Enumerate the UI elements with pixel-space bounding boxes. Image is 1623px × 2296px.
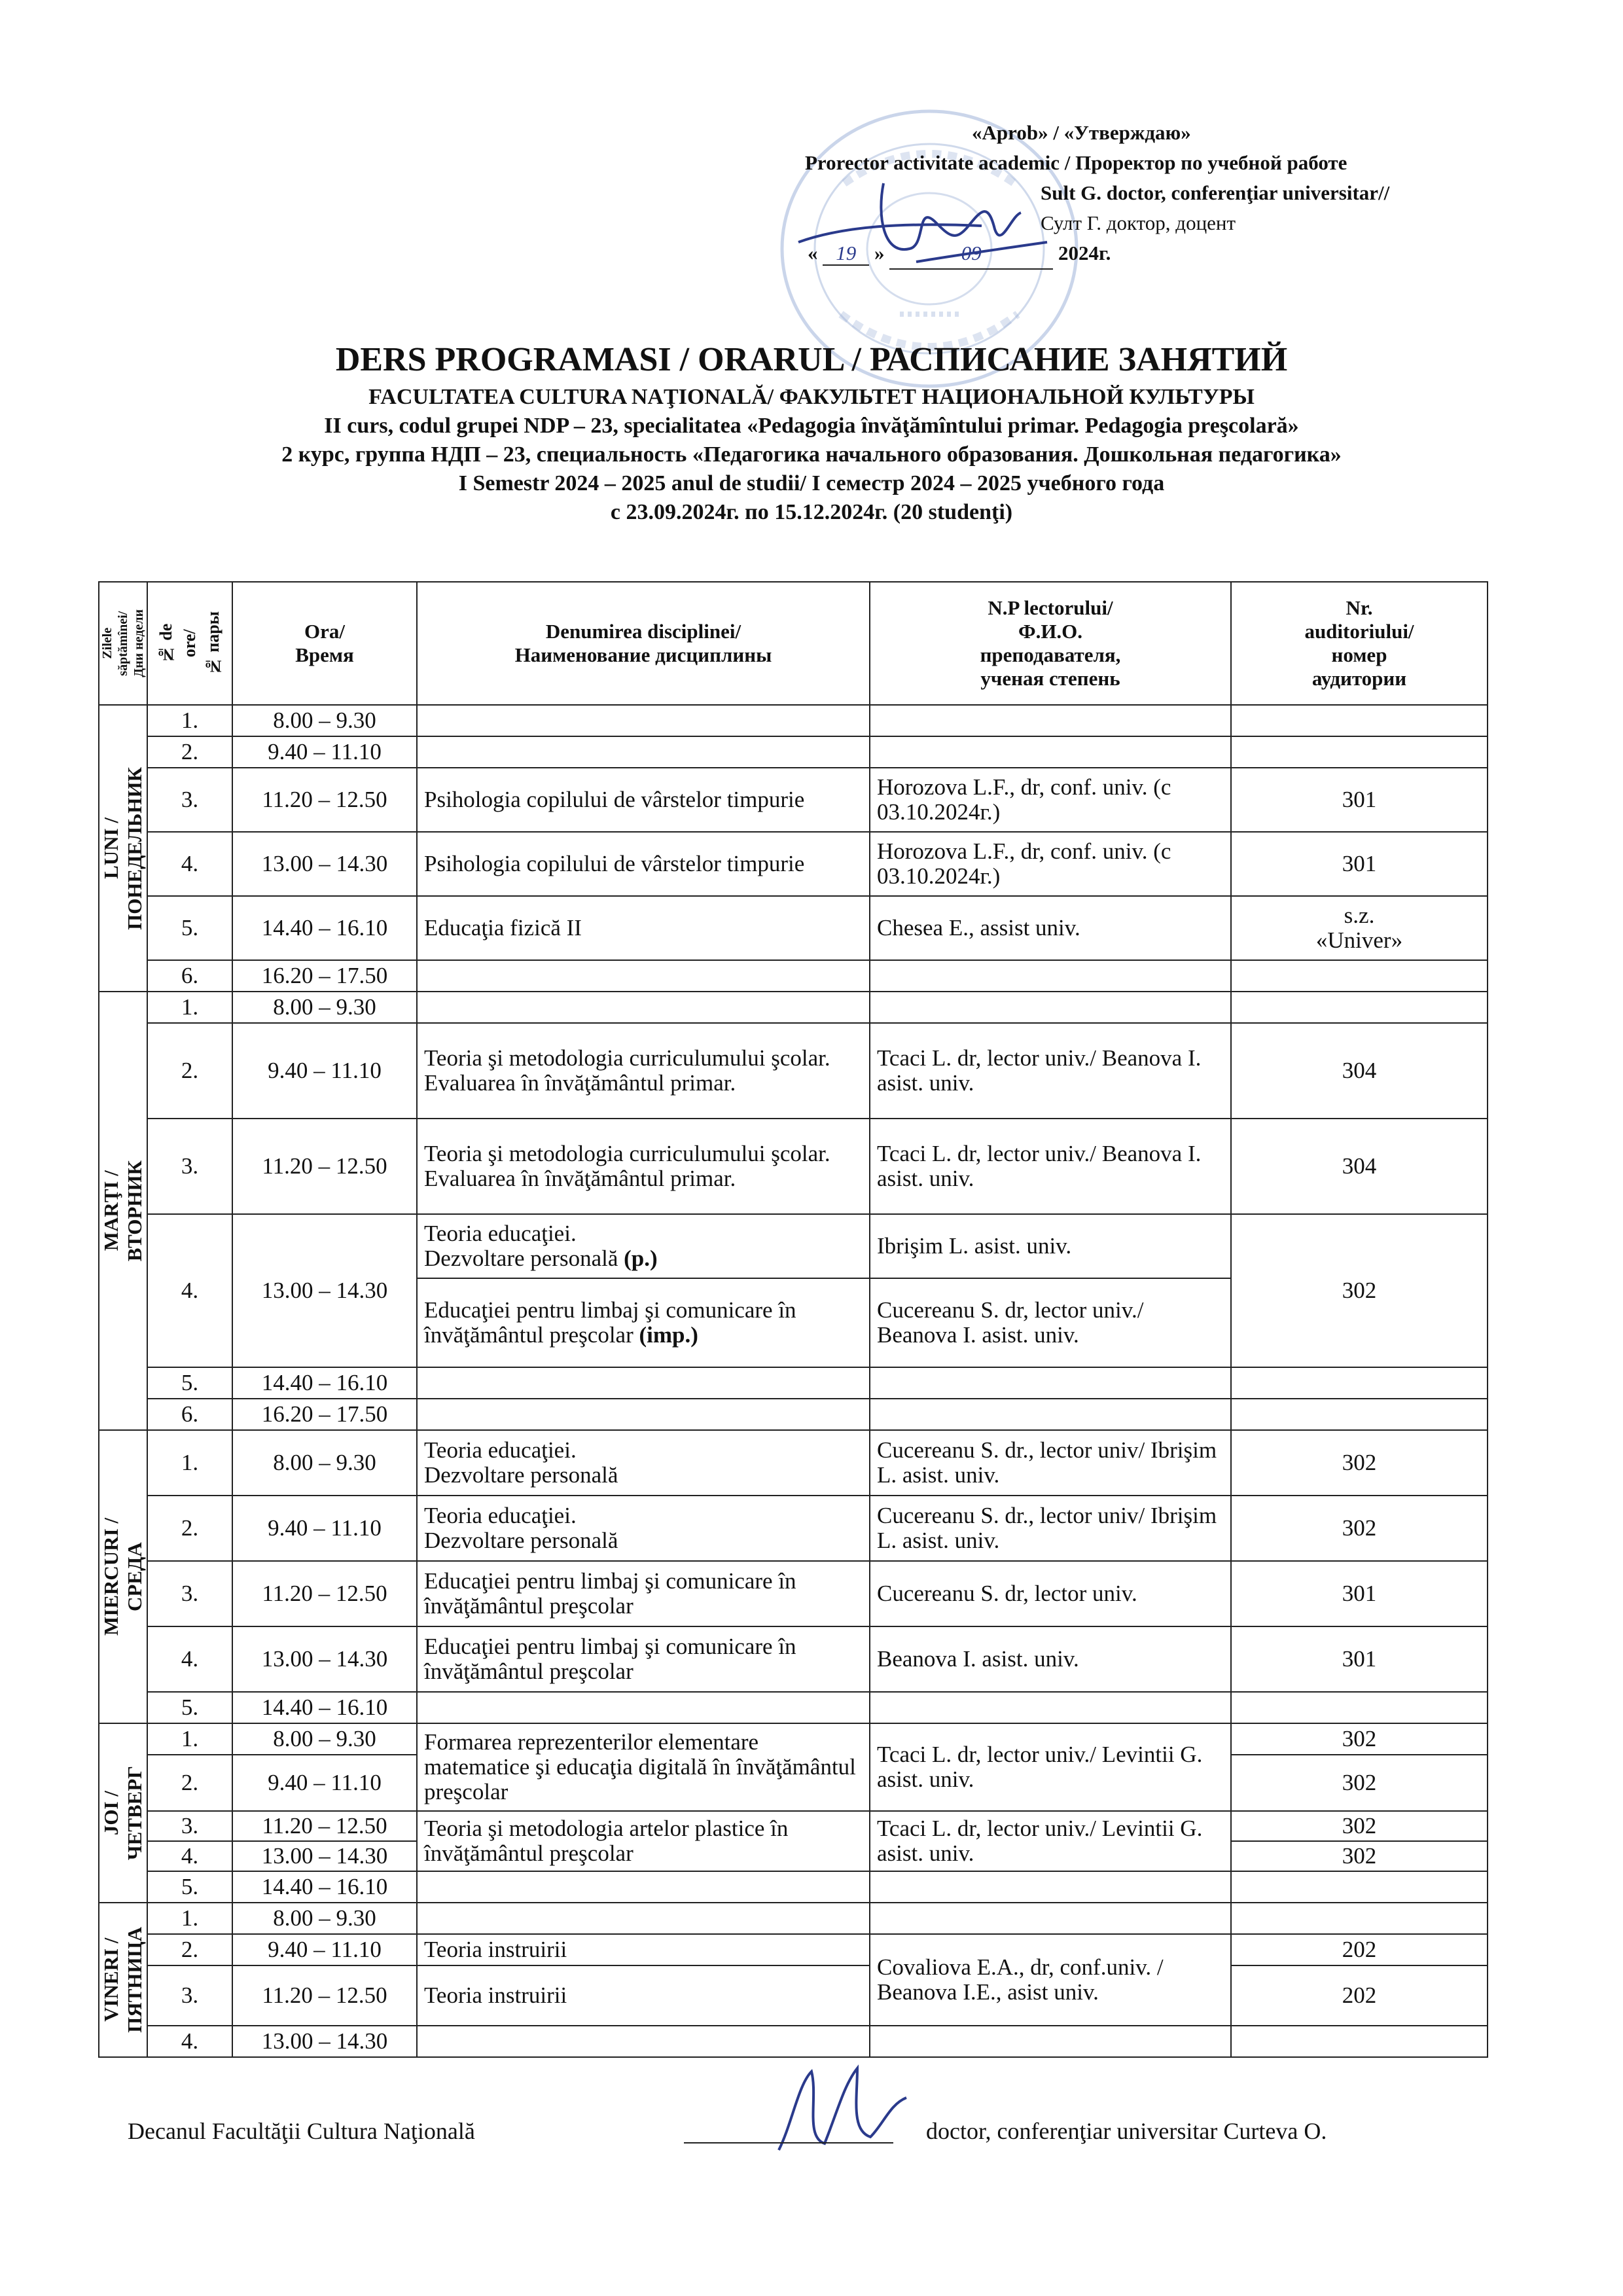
- discipline-cell: Formarea reprezenterilor elementare matematice şi educaţia digitală în învăţământul preşcolar: [417, 1723, 870, 1811]
- header-time: [232, 582, 417, 705]
- header-prof-a: N.P lectorului/: [988, 596, 1113, 619]
- lecturer-cell: Horozova L.F., dr, conf. univ. (с 03.10.2024г.): [870, 832, 1231, 896]
- room-cell: 202: [1231, 1965, 1488, 2026]
- table-header-row: [99, 582, 1488, 705]
- room-cell: [1231, 1871, 1488, 1903]
- pair-time: 14.40 – 16.10: [232, 1871, 417, 1903]
- table-row: [99, 1903, 1488, 1934]
- header-prof-b: Ф.И.О.: [1018, 620, 1083, 643]
- lecturer-cell: [870, 960, 1231, 992]
- room-univer: «Univer»: [1315, 927, 1403, 953]
- pair-number: 3.: [147, 768, 232, 832]
- table-row: [99, 2026, 1488, 2057]
- pair-number: 3.: [147, 1561, 232, 1626]
- lecturer-cell: [870, 1399, 1231, 1430]
- pair-number: 4.: [147, 1626, 232, 1692]
- room-cell: 302: [1231, 1755, 1488, 1811]
- schedule-table: [98, 581, 1488, 2058]
- pair-number: 1.: [147, 1723, 232, 1755]
- table-row: [99, 960, 1488, 992]
- lecturer-cell: Tcaci L. dr, lector univ./ Beanova I. asist. univ.: [870, 1023, 1231, 1119]
- discipline-cell: [417, 1214, 870, 1278]
- discipline-cell: [417, 1903, 870, 1934]
- pair-number: 5.: [147, 1871, 232, 1903]
- pair-number: 5.: [147, 1367, 232, 1399]
- lecturer-cell: Chesea E., assist univ.: [870, 896, 1231, 960]
- table-row: [99, 1430, 1488, 1496]
- discipline-line: Teoria educaţiei.: [424, 1503, 577, 1528]
- header-prof-c: преподавателя,: [980, 643, 1121, 666]
- date-year: 2024г.: [1058, 242, 1111, 264]
- pair-number: 2.: [147, 1934, 232, 1965]
- discipline-cell: [417, 960, 870, 992]
- header-room-c: номер: [1331, 643, 1387, 666]
- table-row: [99, 1496, 1488, 1561]
- pair-number: 2.: [147, 1496, 232, 1561]
- pair-number: 6.: [147, 960, 232, 992]
- pair-number: 1.: [147, 705, 232, 736]
- header-days-b: săptămînei/: [115, 611, 130, 676]
- date-quote-close: »: [874, 242, 885, 264]
- document-header: [65, 337, 1558, 527]
- pair-time: 13.00 – 14.30: [232, 2026, 417, 2057]
- pair-number: 3.: [147, 1965, 232, 2026]
- lecturer-cell: [870, 736, 1231, 768]
- header-time-a: Ora/: [304, 620, 345, 643]
- table-row: [99, 1561, 1488, 1626]
- pair-time: 13.00 – 14.30: [232, 1841, 417, 1871]
- pair-time: 8.00 – 9.30: [232, 705, 417, 736]
- header-disc-a: Denumirea disciplinei/: [545, 620, 741, 643]
- discipline-cell: [417, 2026, 870, 2057]
- day-wednesday-ro: MIERCURI /: [99, 1518, 122, 1636]
- discipline-cell: [417, 705, 870, 736]
- table-row: [99, 705, 1488, 736]
- header-room-a: Nr.: [1346, 596, 1373, 619]
- discipline-cell: Educaţiei pentru limbaj şi comunicare în învăţământul preşcolar: [417, 1561, 870, 1626]
- pair-time: 16.20 – 17.50: [232, 960, 417, 992]
- table-row: [99, 992, 1488, 1023]
- table-row: [99, 896, 1488, 960]
- pair-number: 5.: [147, 896, 232, 960]
- room-cell: 302: [1231, 1430, 1488, 1496]
- pair-time: 14.40 – 16.10: [232, 1367, 417, 1399]
- lecturer-cell: Ibrişim L. asist. univ.: [870, 1214, 1231, 1278]
- header-discipline: [417, 582, 870, 705]
- header-room-b: auditoriului/: [1304, 620, 1414, 643]
- discipline-cell: [417, 992, 870, 1023]
- discipline-cell: Teoria şi metodologia artelor plastice în învăţământul preşcolar: [417, 1811, 870, 1871]
- lecturer-cell: Cucereanu S. dr., lector univ/ Ibrişim L. asist. univ.: [870, 1430, 1231, 1496]
- header-nr-a: № de: [156, 623, 175, 664]
- lecturer-cell: Tcaci L. dr, lector univ./ Beanova I. asist. univ.: [870, 1119, 1231, 1214]
- table-row: [99, 1023, 1488, 1119]
- room-cell: 301: [1231, 832, 1488, 896]
- room-cell: 301: [1231, 768, 1488, 832]
- document-title: DERS PROGRAMASI / ORARUL / РАСПИСАНИЕ ЗАНЯТИЙ: [335, 341, 1288, 378]
- pair-time: 8.00 – 9.30: [232, 1723, 417, 1755]
- room-cell: 301: [1231, 1561, 1488, 1626]
- discipline-line: Dezvoltare personală: [424, 1528, 618, 1553]
- lecturer-cell: Covaliova E.A., dr, conf.univ. / Beanova I.E., asist univ.: [870, 1934, 1231, 2026]
- pair-time: 11.20 – 12.50: [232, 1811, 417, 1841]
- pair-time: 9.40 – 11.10: [232, 736, 417, 768]
- discipline-cell: Teoria instruirii: [417, 1965, 870, 2026]
- header-nr-c: № пары: [204, 611, 223, 676]
- room-cell: 301: [1231, 1626, 1488, 1692]
- discipline-cell: Psihologia copilului de vârstelor timpurie: [417, 768, 870, 832]
- lecturer-cell: Cucereanu S. dr., lector univ/ Ibrişim L. asist. univ.: [870, 1496, 1231, 1561]
- lecturer-cell: Cucereanu S. dr, lector univ./ Beanova I. asist. univ.: [870, 1278, 1231, 1367]
- day-thursday-ro: JOI /: [99, 1790, 122, 1836]
- day-monday-ro: LUNI /: [99, 817, 122, 879]
- discipline-cell: [417, 1278, 870, 1367]
- pair-time: 16.20 – 17.50: [232, 1399, 417, 1430]
- pair-time: 11.20 – 12.50: [232, 768, 417, 832]
- pair-time: 13.00 – 14.30: [232, 832, 417, 896]
- pair-number: 4.: [147, 1841, 232, 1871]
- discipline-line: Dezvoltare personală: [424, 1462, 618, 1488]
- discipline-cell: Teoria şi metodologia curriculumului şcolar. Evaluarea în învăţământul primar.: [417, 1023, 870, 1119]
- discipline-cell: Psihologia copilului de vârstelor timpurie: [417, 832, 870, 896]
- discipline-cell: [417, 736, 870, 768]
- room-cell: [1231, 2026, 1488, 2057]
- pair-number: 4.: [147, 832, 232, 896]
- room-cell: [1231, 1692, 1488, 1723]
- room-cell: 302: [1231, 1723, 1488, 1755]
- header-nr-b: ore/: [180, 629, 199, 658]
- room-cell: 302: [1231, 1214, 1488, 1367]
- date-month: 09: [889, 238, 1053, 270]
- lecturer-cell: [870, 1367, 1231, 1399]
- pair-time: 14.40 – 16.10: [232, 1692, 417, 1723]
- table-row: [99, 736, 1488, 768]
- day-friday: [99, 1903, 147, 2057]
- table-row: [99, 1965, 1488, 2026]
- discipline-cell: [417, 1430, 870, 1496]
- day-monday-ru: ПОНЕДЕЛЬНИК: [123, 766, 146, 930]
- discipline-cell: Educaţia fizică II: [417, 896, 870, 960]
- room-cell: [1231, 992, 1488, 1023]
- table-row: [99, 1692, 1488, 1723]
- discipline-cell: Educaţiei pentru limbaj şi comunicare în învăţământul preşcolar: [417, 1626, 870, 1692]
- pair-time: 9.40 – 11.10: [232, 1755, 417, 1811]
- semester-line: I Semestr 2024 – 2025 anul de studii/ I семестр 2024 – 2025 учебного года: [458, 471, 1165, 495]
- room-cell: [1231, 705, 1488, 736]
- approval-name-ru: Султ Г. доктор, доцент: [1041, 211, 1236, 234]
- header-disc-b: Наименование дисциплины: [514, 643, 772, 666]
- pair-time: 9.40 – 11.10: [232, 1496, 417, 1561]
- table-row: [99, 832, 1488, 896]
- room-cell: 302: [1231, 1496, 1488, 1561]
- pair-number: 6.: [147, 1399, 232, 1430]
- lecturer-cell: [870, 1871, 1231, 1903]
- lecturer-cell: Beanova I. asist. univ.: [870, 1626, 1231, 1692]
- approval-title: «Aprob» / «Утверждаю»: [972, 121, 1191, 144]
- pair-time: 11.20 – 12.50: [232, 1561, 417, 1626]
- header-room: [1231, 582, 1488, 705]
- faculty-line: FACULTATEA CULTURA NAŢIONALĂ/ ФАКУЛЬТЕТ НАЦИОНАЛЬНОЙ КУЛЬТУРЫ: [368, 385, 1255, 409]
- header-days: [99, 582, 147, 705]
- room-sz: s.z.: [1344, 903, 1375, 928]
- room-cell: 302: [1231, 1811, 1488, 1841]
- lecturer-cell: [870, 1903, 1231, 1934]
- pair-number: 4.: [147, 2026, 232, 2057]
- lecturer-cell: [870, 992, 1231, 1023]
- table-row: [99, 1626, 1488, 1692]
- pair-time: 9.40 – 11.10: [232, 1023, 417, 1119]
- day-tuesday-ro: MARŢI /: [99, 1170, 122, 1251]
- pair-number: 1.: [147, 1430, 232, 1496]
- table-row: [99, 1367, 1488, 1399]
- lecturer-cell: Horozova L.F., dr, conf. univ. (с 03.10.2024г.): [870, 768, 1231, 832]
- discipline-tag: (p.): [624, 1246, 658, 1271]
- discipline-line: Teoria educaţiei.: [424, 1437, 577, 1463]
- pair-number: 2.: [147, 1023, 232, 1119]
- header-pair-number: [147, 582, 232, 705]
- room-cell: [1231, 1367, 1488, 1399]
- approval-name-ro: Sult G. doctor, conferenţiar universitar//: [1041, 181, 1390, 204]
- approval-block: [805, 118, 1525, 270]
- day-wednesday: [99, 1430, 147, 1723]
- header-days-c: Дни недели: [131, 609, 146, 677]
- pair-number: 2.: [147, 736, 232, 768]
- discipline-cell: [417, 1496, 870, 1561]
- room-cell: 304: [1231, 1119, 1488, 1214]
- table-row: [99, 1934, 1488, 1965]
- group-line-ru: 2 курс, группа НДП – 23, специальность «Педагогика начального образования. Дошкольная педагогика»: [281, 442, 1342, 467]
- header-prof-d: ученая степень: [980, 667, 1120, 690]
- day-thursday: [99, 1723, 147, 1903]
- pair-time: 13.00 – 14.30: [232, 1214, 417, 1367]
- pair-number: 3.: [147, 1811, 232, 1841]
- dean-title: Decanul Facultăţii Cultura Naţională: [128, 2118, 475, 2144]
- signature-line: [684, 2142, 893, 2144]
- day-tuesday-ru: ВТОРНИК: [123, 1160, 146, 1262]
- day-friday-ro: VINERI /: [99, 1937, 122, 2022]
- pair-number: 1.: [147, 1903, 232, 1934]
- approval-date: [805, 238, 1525, 270]
- period-line: с 23.09.2024г. по 15.12.2024г. (20 studenţi): [610, 500, 1013, 524]
- discipline-line: Teoria educaţiei.: [424, 1221, 577, 1246]
- room-cell: [1231, 1903, 1488, 1934]
- day-friday-ru: ПЯТНИЦА: [123, 1927, 146, 2033]
- pair-number: 3.: [147, 1119, 232, 1214]
- room-cell: [1231, 896, 1488, 960]
- table-row: [99, 768, 1488, 832]
- lecturer-cell: Tcaci L. dr, lector univ./ Levintii G. asist. univ.: [870, 1811, 1231, 1871]
- discipline-text: Dezvoltare personală: [424, 1246, 618, 1271]
- lecturer-cell: Tcaci L. dr, lector univ./ Levintii G. asist. univ.: [870, 1723, 1231, 1811]
- room-cell: 302: [1231, 1841, 1488, 1871]
- room-cell: [1231, 960, 1488, 992]
- day-thursday-ru: ЧЕТВЕРГ: [123, 1765, 146, 1861]
- discipline-cell: [417, 1367, 870, 1399]
- day-monday: [99, 705, 147, 992]
- discipline-text: Educaţiei pentru limbaj şi comunicare în învăţământul preşcolar: [424, 1297, 796, 1348]
- day-wednesday-ru: СРЕДА: [123, 1542, 146, 1611]
- room-cell: 202: [1231, 1934, 1488, 1965]
- room-cell: 304: [1231, 1023, 1488, 1119]
- lecturer-cell: [870, 705, 1231, 736]
- header-time-b: Время: [295, 643, 354, 666]
- room-cell: [1231, 1399, 1488, 1430]
- lecturer-cell: [870, 1692, 1231, 1723]
- date-quote-open: «: [808, 242, 818, 264]
- pair-time: 8.00 – 9.30: [232, 1903, 417, 1934]
- discipline-cell: [417, 1399, 870, 1430]
- pair-number: 4.: [147, 1214, 232, 1367]
- discipline-cell: Teoria şi metodologia curriculumului şcolar. Evaluarea în învăţământul primar.: [417, 1119, 870, 1214]
- pair-time: 8.00 – 9.30: [232, 992, 417, 1023]
- table-row: [99, 1871, 1488, 1903]
- table-row: [99, 1723, 1488, 1755]
- pair-number: 2.: [147, 1755, 232, 1811]
- discipline-cell: Teoria instruirii: [417, 1934, 870, 1965]
- discipline-line: [424, 1246, 863, 1271]
- table-row: [99, 1811, 1488, 1841]
- header-room-d: аудитории: [1311, 667, 1407, 690]
- discipline-tag: (imp.): [639, 1322, 698, 1348]
- approval-position: Prorector activitate academic / Проректор по учебной работе: [805, 151, 1347, 174]
- pair-time: 13.00 – 14.30: [232, 1626, 417, 1692]
- day-tuesday: [99, 992, 147, 1430]
- pair-time: 11.20 – 12.50: [232, 1965, 417, 2026]
- pair-number: 1.: [147, 992, 232, 1023]
- lecturer-cell: [870, 2026, 1231, 2057]
- date-day: 19: [823, 242, 869, 266]
- table-row: [99, 1214, 1488, 1278]
- header-days-a: Zilele: [99, 628, 115, 659]
- pair-time: 9.40 – 11.10: [232, 1934, 417, 1965]
- header-lecturer: [870, 582, 1231, 705]
- room-cell: [1231, 736, 1488, 768]
- pair-time: 11.20 – 12.50: [232, 1119, 417, 1214]
- table-row: [99, 1119, 1488, 1214]
- table-row: [99, 1399, 1488, 1430]
- dean-name: doctor, conferenţiar universitar Curteva O.: [926, 2118, 1327, 2144]
- discipline-cell: [417, 1692, 870, 1723]
- pair-time: 8.00 – 9.30: [232, 1430, 417, 1496]
- pair-number: 5.: [147, 1692, 232, 1723]
- group-line-ro: II curs, codul grupei NDP – 23, specialitatea «Pedagogia învăţămîntului primar. Pedagogia preşcolară»: [324, 414, 1299, 438]
- discipline-cell: [417, 1871, 870, 1903]
- pair-time: 14.40 – 16.10: [232, 896, 417, 960]
- lecturer-cell: Cucereanu S. dr, lector univ.: [870, 1561, 1231, 1626]
